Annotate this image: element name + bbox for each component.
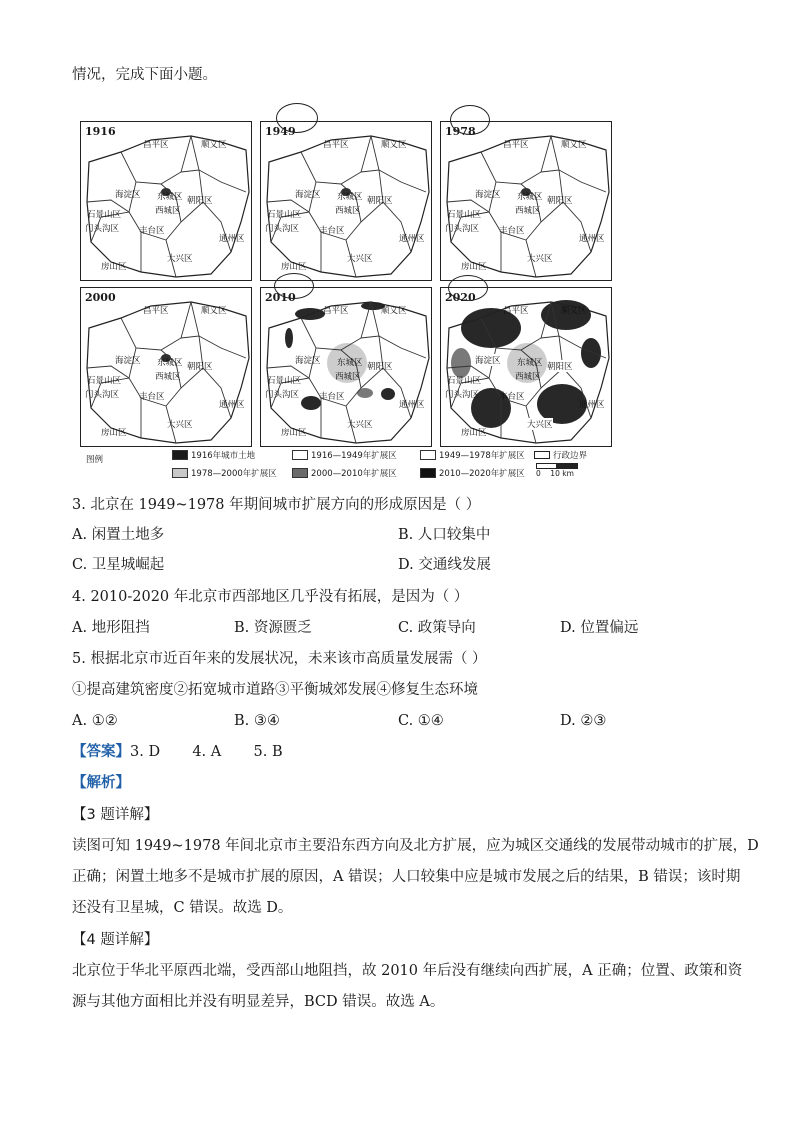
district-label-shijingshan: 石景山区 — [447, 376, 482, 386]
detail3-line-3: 还没有卫星城，C 错误。故选 D。 — [72, 900, 293, 916]
district-label-chaoyang: 朝阳区 — [187, 362, 213, 372]
detail4-line-2: 源与其他方面相比并没有明显差异，BCD 错误。故选 A。 — [72, 994, 445, 1010]
panel-year: 2010 — [265, 291, 296, 304]
q4-option-a: A. 地形阻挡 — [72, 620, 150, 636]
district-label-shijingshan: 石景山区 — [87, 376, 122, 386]
intro-text: 情况，完成下面小题。 — [72, 67, 217, 83]
district-label-fengtai: 丰台区 — [139, 226, 165, 236]
district-label-mentougou: 门头沟区 — [85, 390, 120, 400]
legend-item-1978-2000: 1978—2000年扩展区 — [172, 467, 277, 479]
district-label-fengtai: 丰台区 — [319, 392, 345, 402]
district-label-shunyi: 顺义区 — [381, 140, 407, 150]
district-label-xicheng: 西城区 — [515, 206, 541, 216]
district-label-shijingshan: 石景山区 — [447, 210, 482, 220]
district-label-dongcheng: 东城区 — [157, 358, 183, 368]
district-label-xicheng: 西城区 — [515, 372, 541, 382]
map-legend — [80, 447, 612, 487]
district-label-fangshan: 房山区 — [281, 428, 307, 438]
district-label-dongcheng: 东城区 — [157, 192, 183, 202]
district-label-shunyi: 顺义区 — [381, 306, 407, 316]
district-label-changping: 昌平区 — [143, 306, 169, 316]
map-panel-2010 — [260, 287, 432, 447]
district-label-mentougou: 门头沟区 — [445, 390, 480, 400]
expansion-area — [285, 328, 293, 348]
expansion-area — [581, 338, 601, 368]
panel-year: 1916 — [85, 125, 116, 138]
q3-option-c: C. 卫星城崛起 — [72, 557, 165, 573]
district-label-xicheng: 西城区 — [155, 372, 181, 382]
q5-option-c: C. ①④ — [398, 713, 444, 729]
legend-item-2010-2020: 2010—2020年扩展区 — [420, 467, 525, 479]
panel-year: 1978 — [445, 125, 476, 138]
district-label-mentougou: 门头沟区 — [265, 224, 300, 234]
district-label-tongzhou: 通州区 — [579, 234, 605, 244]
legend-title: 图例 — [86, 455, 104, 465]
district-label-tongzhou: 通州区 — [579, 400, 605, 410]
q5-option-b: B. ③④ — [234, 713, 280, 729]
district-label-chaoyang: 朝阳区 — [187, 196, 213, 206]
district-label-chaoyang: 朝阳区 — [547, 196, 573, 206]
detail3-line-1: 读图可知 1949~1978 年间北京市主要沿东西方向及北方扩展，应为城区交通线的发展带动城市的扩展，D — [72, 838, 759, 854]
detail4-line-1: 北京位于华北平原西北端，受西部山地阻挡，故 2010 年后没有继续向西扩展，A 正确；位置、政策和资 — [72, 963, 743, 979]
panel-year: 2020 — [445, 291, 476, 304]
q5-statements: ①提高建筑密度②拓宽城市道路③平衡城郊发展④修复生态环境 — [72, 682, 478, 698]
legend-item-2000-2010: 2000—2010年扩展区 — [292, 467, 397, 479]
circle-mark-1949 — [276, 103, 318, 133]
q3-option-b: B. 人口较集中 — [398, 527, 491, 543]
circle-mark-2010 — [274, 273, 314, 299]
district-label-haidian: 海淀区 — [475, 190, 501, 200]
district-label-haidian: 海淀区 — [295, 190, 321, 200]
district-label-dongcheng: 东城区 — [517, 192, 543, 202]
district-label-fangshan: 房山区 — [461, 262, 487, 272]
district-label-haidian: 海淀区 — [115, 356, 141, 366]
circle-mark-1978 — [450, 105, 490, 135]
district-label-haidian: 海淀区 — [295, 356, 321, 366]
district-label-shunyi: 顺义区 — [201, 140, 227, 150]
analysis-label: 【解析】 — [72, 775, 130, 791]
district-label-shijingshan: 石景山区 — [267, 210, 302, 220]
district-label-tongzhou: 通州区 — [219, 234, 245, 244]
district-label-chaoyang: 朝阳区 — [367, 362, 393, 372]
district-label-daxing: 大兴区 — [527, 420, 553, 430]
district-label-daxing: 大兴区 — [347, 420, 373, 430]
q5-stem: 5. 根据北京市近百年来的发展状况，未来该市高质量发展需（ ） — [72, 651, 487, 667]
legend-item-1949-1978: 1949—1978年扩展区 — [420, 449, 525, 461]
beijing-expansion-map-figure — [80, 121, 612, 487]
detail3-heading: 【3 题详解】 — [72, 807, 159, 823]
district-label-daxing: 大兴区 — [167, 254, 193, 264]
district-label-daxing: 大兴区 — [527, 254, 553, 264]
panel-year: 1949 — [265, 125, 296, 138]
answer-text: 3. D 4. A 5. B — [130, 744, 283, 760]
legend-item-1916-1949: 1916—1949年扩展区 — [292, 449, 397, 461]
district-label-fengtai: 丰台区 — [319, 226, 345, 236]
district-label-fangshan: 房山区 — [281, 262, 307, 272]
district-label-tongzhou: 通州区 — [219, 400, 245, 410]
district-label-changping: 昌平区 — [323, 140, 349, 150]
circle-mark-2020 — [448, 275, 488, 301]
expansion-area — [381, 388, 395, 400]
district-label-changping: 昌平区 — [143, 140, 169, 150]
district-label-haidian: 海淀区 — [475, 356, 501, 366]
district-label-fengtai: 丰台区 — [499, 226, 525, 236]
district-label-chaoyang: 朝阳区 — [547, 362, 573, 372]
q3-option-d: D. 交通线发展 — [398, 557, 491, 573]
district-label-changping: 昌平区 — [503, 140, 529, 150]
district-label-daxing: 大兴区 — [167, 420, 193, 430]
district-label-xicheng: 西城区 — [155, 206, 181, 216]
district-label-changping: 昌平区 — [503, 306, 529, 316]
district-label-xicheng: 西城区 — [335, 372, 361, 382]
expansion-area — [301, 396, 321, 410]
map-panel-2020 — [440, 287, 612, 447]
q3-option-a: A. 闲置土地多 — [72, 527, 165, 543]
district-label-chaoyang: 朝阳区 — [367, 196, 393, 206]
district-label-shunyi: 顺义区 — [201, 306, 227, 316]
district-label-haidian: 海淀区 — [115, 190, 141, 200]
district-label-xicheng: 西城区 — [335, 206, 361, 216]
q5-option-a: A. ①② — [72, 713, 118, 729]
district-label-fangshan: 房山区 — [461, 428, 487, 438]
map-panel-1916 — [80, 121, 252, 281]
district-label-mentougou: 门头沟区 — [85, 224, 120, 234]
scale-bar: 0 10 km — [536, 463, 584, 477]
q5-option-d: D. ②③ — [560, 713, 607, 729]
district-label-shunyi: 顺义区 — [561, 306, 587, 316]
district-label-shijingshan: 石景山区 — [87, 210, 122, 220]
q4-option-d: D. 位置偏远 — [560, 620, 639, 636]
district-label-daxing: 大兴区 — [347, 254, 373, 264]
district-label-dongcheng: 东城区 — [517, 358, 543, 368]
district-label-fangshan: 房山区 — [101, 262, 127, 272]
answer-line — [72, 745, 283, 760]
map-panel-1949 — [260, 121, 432, 281]
panel-year: 2000 — [85, 291, 116, 304]
legend-item-boundary: 行政边界 — [534, 449, 587, 461]
answer-label: 【答案】 — [72, 744, 130, 760]
district-label-fangshan: 房山区 — [101, 428, 127, 438]
district-label-fengtai: 丰台区 — [139, 392, 165, 402]
map-panel-1978 — [440, 121, 612, 281]
map-panel-2000 — [80, 287, 252, 447]
district-label-mentougou: 门头沟区 — [265, 390, 300, 400]
district-label-fengtai: 丰台区 — [499, 392, 525, 402]
q4-stem: 4. 2010-2020 年北京市西部地区几乎没有拓展，是因为（ ） — [72, 589, 469, 605]
district-label-shunyi: 顺义区 — [561, 140, 587, 150]
detail4-heading: 【4 题详解】 — [72, 932, 159, 948]
legend-item-1916: 1916年城市土地 — [172, 449, 255, 461]
district-label-dongcheng: 东城区 — [337, 192, 363, 202]
q3-stem: 3. 北京在 1949~1978 年期间城市扩展方向的形成原因是（ ） — [72, 497, 481, 513]
district-label-mentougou: 门头沟区 — [445, 224, 480, 234]
district-label-tongzhou: 通州区 — [399, 400, 425, 410]
district-label-tongzhou: 通州区 — [399, 234, 425, 244]
detail3-line-2: 正确；闲置土地多不是城市扩展的原因，A 错误；人口较集中应是城市发展之后的结果，B 错误；该时期 — [72, 869, 741, 885]
q4-option-b: B. 资源匮乏 — [234, 620, 312, 636]
district-label-shijingshan: 石景山区 — [267, 376, 302, 386]
district-label-changping: 昌平区 — [323, 306, 349, 316]
q4-option-c: C. 政策导向 — [398, 620, 476, 636]
district-label-dongcheng: 东城区 — [337, 358, 363, 368]
